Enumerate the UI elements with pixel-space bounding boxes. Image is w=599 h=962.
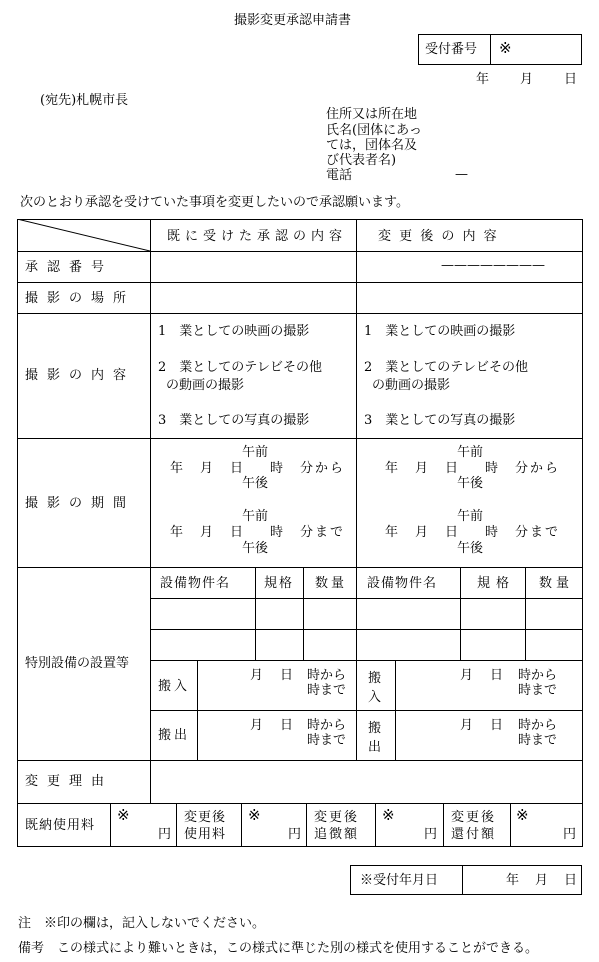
- fee-refund-mark[interactable]: ※: [516, 806, 529, 824]
- period-after-to-time[interactable]: 時 分まで: [485, 525, 561, 540]
- equip-before-move-out-from[interactable]: 時から: [307, 718, 347, 733]
- receipt-date-day[interactable]: 日: [564, 873, 578, 888]
- equip-after-move-out-date[interactable]: 月 日: [460, 718, 506, 733]
- form-title: 撮影変更承認申請書: [234, 13, 352, 28]
- fee-additional-label-1: 変更後: [314, 810, 360, 825]
- content-before-item2a[interactable]: 2 業としてのテレビその他: [158, 360, 323, 375]
- equip-before-move-in-date[interactable]: 月 日: [250, 668, 296, 683]
- period-before-from-time[interactable]: 時 分から: [270, 461, 346, 476]
- equip-before-move-out-date[interactable]: 月 日: [250, 718, 296, 733]
- equip-before-move-out-label: 搬出: [158, 728, 191, 743]
- content-before-item2b: の動画の撮影: [166, 378, 245, 393]
- applicant-address-label: 住所又は所在地: [326, 107, 418, 122]
- equip-before-move-in-to[interactable]: 時まで: [307, 683, 347, 698]
- fee-changed-yen: 円: [288, 827, 302, 842]
- equip-after-item-name: 設備物件名: [367, 576, 438, 591]
- header-diagonal: [17, 219, 150, 251]
- fee-changed-label-1: 変更後: [184, 810, 227, 825]
- period-before-from-pm[interactable]: 午後: [242, 476, 269, 491]
- applicant-name-label-2: ては，団体名及: [326, 138, 418, 153]
- fee-additional-mark[interactable]: ※: [382, 806, 395, 824]
- fee-changed-label-2: 使用料: [184, 827, 227, 842]
- row-approval-number: 承認番号: [25, 260, 114, 275]
- period-after-to-pm[interactable]: 午後: [457, 541, 484, 556]
- content-after-item2a[interactable]: 2 業としてのテレビその他: [364, 360, 529, 375]
- date-day: 日: [564, 72, 578, 87]
- row-content: 撮影の内容: [25, 368, 136, 383]
- fee-additional-label-2: 追徴額: [314, 827, 360, 842]
- receipt-number-label: 受付番号: [425, 42, 478, 57]
- equip-after-qty: 数量: [539, 576, 574, 591]
- equip-before-item-name: 設備物件名: [160, 576, 231, 591]
- equip-before-qty: 数量: [315, 576, 348, 591]
- receipt-date-year[interactable]: 年: [506, 873, 520, 888]
- row-period: 撮影の期間: [25, 496, 136, 511]
- remarks-text: 備考 この様式により難いときは，この様式に準じた別の様式を使用することができる。: [18, 941, 539, 956]
- equip-before-move-in-from[interactable]: 時から: [307, 668, 347, 683]
- equip-after-move-in-label: 搬入: [368, 671, 382, 705]
- period-after-from-time[interactable]: 時 分から: [485, 461, 561, 476]
- period-after-to-am[interactable]: 午前: [457, 509, 484, 524]
- applicant-name-label-3: び代表者名): [326, 153, 397, 168]
- row-reason: 変更理由: [25, 774, 114, 789]
- fee-refund-yen: 円: [563, 827, 577, 842]
- period-before-to-am[interactable]: 午前: [242, 509, 269, 524]
- equip-after-move-out-from[interactable]: 時から: [518, 718, 558, 733]
- fee-paid-yen: 円: [158, 827, 172, 842]
- fee-refund-label-1: 変更後: [451, 810, 497, 825]
- fee-paid-label: 既納使用料: [25, 818, 96, 833]
- date-month: 月: [520, 72, 534, 87]
- addressee: (宛先)札幌市長: [40, 93, 129, 108]
- period-after-from-date[interactable]: 年 月 日: [385, 461, 461, 476]
- date-year: 年: [476, 72, 490, 87]
- period-after-from-pm[interactable]: 午後: [457, 476, 484, 491]
- receipt-date-month[interactable]: 月: [535, 873, 549, 888]
- period-after-to-date[interactable]: 年 月 日: [385, 525, 461, 540]
- fee-additional-yen: 円: [424, 827, 438, 842]
- applicant-name-label-1: 氏名(団体にあっ: [326, 123, 422, 138]
- period-after-from-am[interactable]: 午前: [457, 445, 484, 460]
- applicant-phone-label: 電話: [326, 168, 353, 183]
- receipt-date-label: ※受付年月日: [360, 873, 439, 888]
- approval-after-line: ————————: [441, 258, 545, 273]
- period-before-from-am[interactable]: 午前: [242, 445, 269, 460]
- equip-before-move-in-label: 搬入: [158, 679, 191, 694]
- receipt-number-field[interactable]: ※: [499, 39, 512, 57]
- note-text: 注 ※印の欄は，記入しないでください。: [18, 916, 266, 931]
- equip-after-move-out-to[interactable]: 時まで: [518, 733, 558, 748]
- equip-before-spec: 規格: [264, 576, 295, 591]
- equip-after-move-in-date[interactable]: 月 日: [460, 668, 506, 683]
- content-before-item1[interactable]: 1 業としての映画の撮影: [158, 324, 310, 339]
- period-before-to-date[interactable]: 年 月 日: [170, 525, 246, 540]
- content-after-item3[interactable]: 3 業としての写真の撮影: [364, 413, 516, 428]
- content-after-item2b: の動画の撮影: [372, 378, 451, 393]
- applicant-phone-dash: —: [455, 167, 468, 182]
- content-after-item1[interactable]: 1 業としての映画の撮影: [364, 324, 516, 339]
- header-before: 既に受けた承認の内容: [167, 229, 348, 244]
- row-equipment: 特別設備の設置等: [25, 656, 130, 671]
- equip-after-move-in-from[interactable]: 時から: [518, 668, 558, 683]
- equip-after-spec: 規格: [477, 576, 516, 591]
- fee-refund-label-2: 還付額: [451, 827, 497, 842]
- fee-changed-mark[interactable]: ※: [248, 806, 261, 824]
- period-before-to-pm[interactable]: 午後: [242, 541, 269, 556]
- row-place: 撮影の場所: [25, 291, 136, 306]
- equip-after-move-in-to[interactable]: 時まで: [518, 683, 558, 698]
- header-after: 変 更 後 の 内 容: [378, 229, 499, 244]
- intro-text: 次のとおり承認を受けていた事項を変更したいので承認願います。: [20, 195, 409, 210]
- content-before-item3[interactable]: 3 業としての写真の撮影: [158, 413, 310, 428]
- equip-after-move-out-label: 搬出: [368, 721, 382, 755]
- equip-before-move-out-to[interactable]: 時まで: [307, 733, 347, 748]
- fee-paid-mark[interactable]: ※: [117, 806, 130, 824]
- period-before-from-date[interactable]: 年 月 日: [170, 461, 246, 476]
- period-before-to-time[interactable]: 時 分まで: [270, 525, 346, 540]
